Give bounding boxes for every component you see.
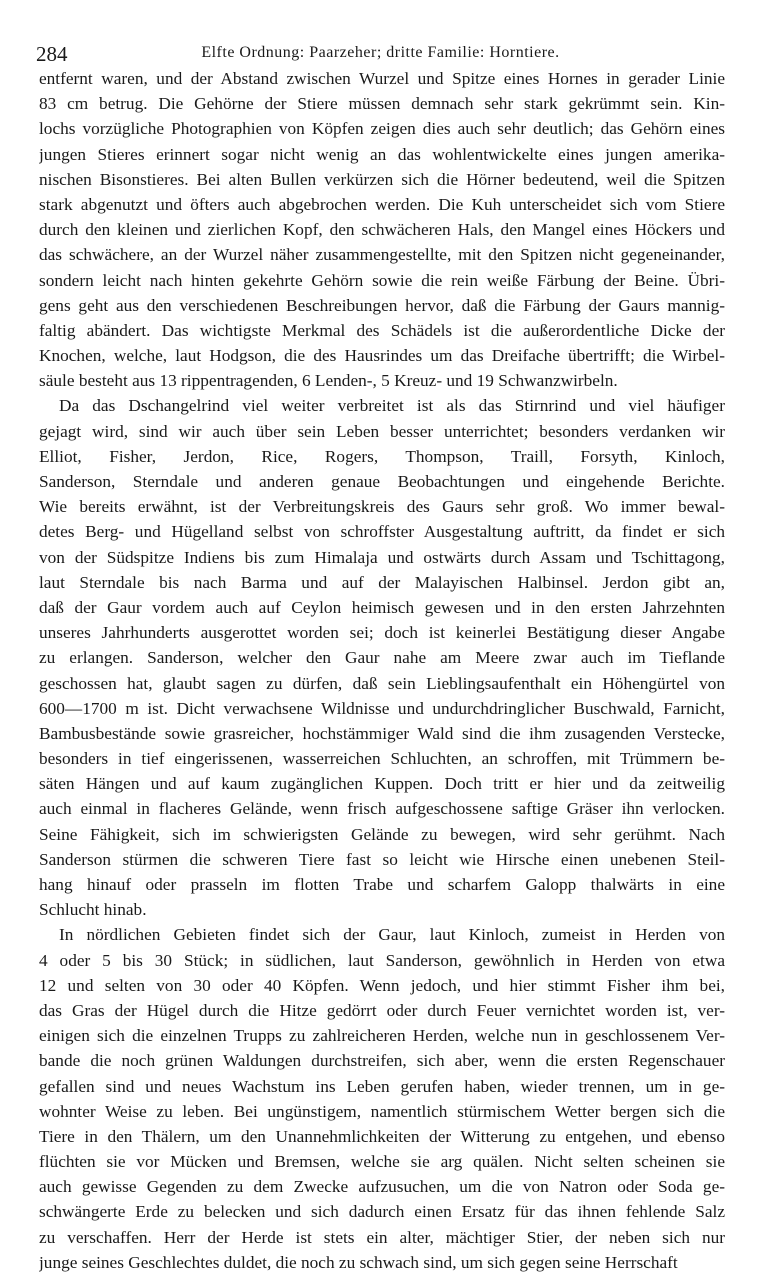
text-line: auch einmal in flacheres Gelände, wenn frisch aufgeschossene saftige Gräser ihn verlocken.	[39, 799, 725, 819]
text-line: nischen Bisonstieres. Bei alten Bullen verkürzen sich die Hörner bedeutend, weil die Spitzen	[39, 169, 725, 189]
text-line: das schwächere, an der Wurzel näher zusammengestellte, mit den Spitzen nicht gegeneinander,	[39, 245, 725, 265]
text-line: säten Hängen und auf kaum zugänglichen Kuppen. Doch tritt er hier und da zeitweilig	[39, 774, 725, 794]
text-line: 4 oder 5 bis 30 Stück; in südlichen, laut Sanderson, gewöhnlich in Herden von etwa	[39, 950, 725, 970]
text-line: säule besteht aus 13 rippentragenden, 6 Lenden-, 5 Kreuz- und 19 Schwanzwirbeln.	[39, 371, 618, 391]
text-line: von der Südspitze Indiens bis zum Himalaja und ostwärts durch Assam und Tschittagong,	[39, 547, 725, 567]
text-line: In nördlichen Gebieten findet sich der Gaur, laut Kinloch, zumeist in Herden von	[59, 925, 725, 945]
text-line: entfernt waren, und der Abstand zwischen Wurzel und Spitze eines Hornes in gerader Linie	[39, 69, 725, 88]
text-line: 600—1700 m ist. Dicht verwachsene Wildnisse und undurchdringlicher Buschwald, Farnicht,	[39, 698, 725, 718]
text-line: lochs vorzügliche Photographien von Köpfen zeigen dies auch sehr deutlich; das Gehörn eines	[39, 119, 725, 139]
text-line: gefallen sind und neues Wachstum ins Leben gerufen haben, wieder trennen, um in ge-	[39, 1076, 725, 1096]
text-line: jungen Stieres erinnert sogar nicht wenig an das wohlentwickelte eines jungen amerika-	[39, 144, 725, 164]
text-line: besonders in tief eingerissenen, wasserreichen Schluchten, an schroffen, mit Trümmern be-	[39, 749, 725, 769]
text-line: gejagt wird, sind wir auch über sein Leben besser unterrichtet; besonders verdanken wir	[39, 421, 725, 441]
text-line: Schlucht hinab.	[39, 900, 147, 920]
text-line: 12 und selten von 30 oder 40 Köpfen. Wenn jedoch, und hier stimmt Fisher ihm bei,	[39, 975, 725, 995]
page-header	[36, 40, 725, 66]
text-line: Da das Dschangelrind viel weiter verbreitet ist als das Stirnrind und viel häufiger	[59, 396, 725, 416]
text-line: einigen sich die einzelnen Trupps zu zahlreicheren Herden, welche nun in geschlossenem Ver-	[39, 1026, 725, 1046]
text-line: gens geht aus den verschiedenen Beschreibungen hervor, daß die Färbung der Gaurs mannig-	[39, 295, 725, 315]
text-line: unseres Jahrhunderts ausgerottet worden sei; doch ist keinerlei Bestätigung dieser Angabe	[39, 623, 725, 643]
text-line: sondern leicht nach hinten gekehrte Gehörn sowie die rein weiße Färbung der Beine. Übri-	[39, 270, 725, 290]
paragraph	[39, 393, 725, 922]
text-line: Seine Fähigkeit, sich im schwierigsten Gelände zu bewegen, wird sehr gerühmt. Nach	[39, 824, 725, 844]
text-line: schwängerte Erde zu belecken und sich dadurch einen Ersatz für das ihnen fehlende Salz	[39, 1202, 725, 1222]
text-line: Elliot, Fisher, Jerdon, Rice, Rogers, Thompson, Traill, Forsyth, Kinloch,	[39, 446, 725, 466]
paragraph	[39, 66, 725, 393]
text-line: zu erlangen. Sanderson, welcher den Gaur nahe am Meere zwar auch im Tieflande	[39, 648, 725, 668]
paragraph	[39, 922, 725, 1275]
text-line: bande die noch grünen Waldungen durchstreifen, sich aber, wenn die ersten Regenschauer	[39, 1051, 725, 1071]
text-line: wohnter Weise zu leben. Bei ungünstigem, namentlich stürmischem Wetter bergen sich die	[39, 1101, 725, 1121]
text-line: zu verschaffen. Herr der Herde ist stets ein alter, mächtiger Stier, der neben sich nur	[39, 1227, 725, 1247]
page-number: 284	[36, 42, 68, 66]
text-line: durch den kleinen und zierlichen Kopf, den schwächeren Hals, den Mangel eines Höckers und	[39, 220, 725, 240]
text-line: das Gras der Hügel durch die Hitze gedörrt oder durch Feuer vernichtet worden ist, ver-	[39, 1000, 725, 1020]
text-line: faltig abändert. Das wichtigste Merkmal des Schädels ist die außerordentliche Dicke der	[39, 320, 725, 340]
text-line: Sanderson stürmen die schweren Tiere fast so leicht wie Hirsche einen unebenen Steil-	[39, 849, 725, 869]
text-line: daß der Gaur vordem auch auf Ceylon heimisch gewesen und in den ersten Jahrzehnten	[39, 597, 725, 617]
text-line: flüchten sie vor Mücken und Bremsen, welche sie arg quälen. Nicht selten scheinen sie	[39, 1152, 725, 1172]
text-line: Bambusbestände sowie grasreicher, hochstämmiger Wald sind die ihm zusagenden Verstecke,	[39, 723, 725, 743]
text-line: 83 cm betrug. Die Gehörne der Stiere müssen demnach sehr stark gekrümmt sein. Kin-	[39, 94, 725, 114]
running-head: Elfte Ordnung: Paarzeher; dritte Familie: Horntiere.	[201, 44, 560, 61]
text-line: geschossen hat, glaubt sagen zu dürfen, daß sein Lieblingsaufenthalt ein Höhengürtel von	[39, 673, 725, 693]
body-text	[39, 66, 725, 1275]
text-line: laut Sterndale bis nach Barma und auf der Malayischen Halbinsel. Jerdon gibt an,	[39, 572, 725, 592]
text-line: auch gewisse Gegenden zu dem Zwecke aufzusuchen, um die von Natron oder Soda ge-	[39, 1177, 725, 1197]
text-line: Knochen, welche, laut Hodgson, die des Hausrindes um das Dreifache übertrifft; die Wirbel-	[39, 346, 725, 366]
text-line: Wie bereits erwähnt, ist der Verbreitungskreis des Gaurs sehr groß. Wo immer bewal-	[39, 497, 725, 517]
text-line: hang hinauf oder prasseln im flotten Trabe und scharfem Galopp thalwärts in eine	[39, 875, 725, 894]
text-line: Sanderson, Sterndale und anderen genaue Beobachtungen und eingehende Berichte.	[39, 472, 725, 491]
text-line: stark abgenutzt und öfters auch abgebrochen werden. Die Kuh unterscheidet sich vom Stiere	[39, 194, 725, 214]
text-line: junge seines Geschlechtes duldet, die noch zu schwach sind, um sich gegen seine Herrschaft	[39, 1252, 678, 1272]
text-line: Tiere in den Thälern, um den Unannehmlichkeiten der Witterung zu entgehen, und ebenso	[39, 1126, 725, 1146]
text-line: detes Berg- und Hügelland selbst von schroffster Ausgestaltung auftritt, da findet er sich	[39, 522, 725, 542]
